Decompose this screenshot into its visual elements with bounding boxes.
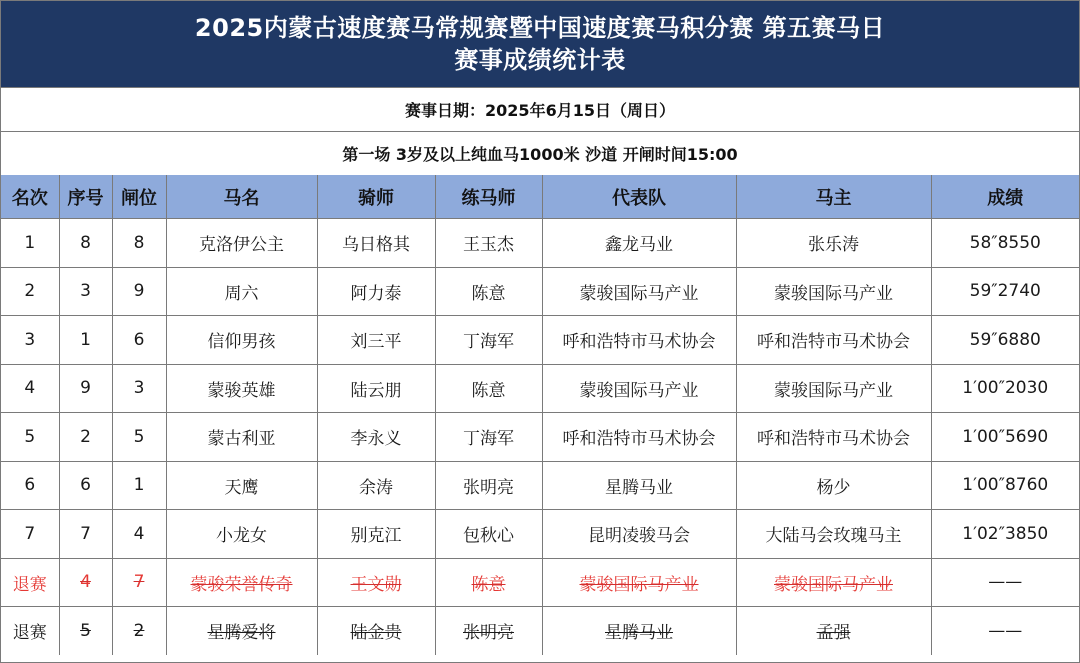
cell-time: 1′00″8760 [931,461,1079,510]
cell-jockey: 王文勋 [317,558,435,607]
cell-time: 1′02″3850 [931,510,1079,559]
col-header-gate: 闸位 [112,175,166,219]
cell-time: 1′00″2030 [931,364,1079,413]
cell-rank: 2 [1,267,59,316]
cell-trainer: 张明亮 [435,461,542,510]
table-row [1,364,1079,413]
col-header-owner: 马主 [736,175,931,219]
cell-gate: 7 [112,558,166,607]
cell-horse: 蒙骏荣誉传奇 [166,558,317,607]
cell-jockey: 乌日格其 [317,219,435,268]
cell-jockey: 刘三平 [317,316,435,365]
cell-gate: 3 [112,364,166,413]
cell-number: 9 [59,364,112,413]
cell-trainer: 丁海军 [435,316,542,365]
cell-trainer: 陈意 [435,267,542,316]
cell-rank: 1 [1,219,59,268]
cell-horse: 星腾爱将 [166,607,317,655]
table-header-row [1,175,1079,219]
results-table [1,175,1079,655]
cell-time: 1′00″5690 [931,413,1079,462]
cell-time: —— [931,607,1079,655]
cell-team: 昆明凌骏马会 [542,510,736,559]
col-header-jockey: 骑师 [317,175,435,219]
cell-owner: 呼和浩特市马术协会 [736,316,931,365]
race-date: 赛事日期：2025年6月15日（周日） [1,87,1079,131]
cell-jockey: 陆金贵 [317,607,435,655]
cell-team: 呼和浩特市马术协会 [542,316,736,365]
cell-owner: 张乐涛 [736,219,931,268]
cell-gate: 8 [112,219,166,268]
table-row-withdrawn [1,607,1079,655]
cell-trainer: 包秋心 [435,510,542,559]
cell-jockey: 阿力泰 [317,267,435,316]
cell-trainer: 陈意 [435,558,542,607]
cell-horse: 克洛伊公主 [166,219,317,268]
cell-jockey: 别克江 [317,510,435,559]
table-row-withdrawn [1,558,1079,607]
cell-owner: 杨少 [736,461,931,510]
cell-gate: 2 [112,607,166,655]
cell-gate: 1 [112,461,166,510]
cell-number: 7 [59,510,112,559]
table-row [1,267,1079,316]
cell-number: 3 [59,267,112,316]
cell-owner: 孟强 [736,607,931,655]
cell-owner: 呼和浩特市马术协会 [736,413,931,462]
cell-time: 59″6880 [931,316,1079,365]
cell-number: 2 [59,413,112,462]
cell-jockey: 李永义 [317,413,435,462]
cell-team: 星腾马业 [542,461,736,510]
cell-team: 星腾马业 [542,607,736,655]
cell-team: 呼和浩特市马术协会 [542,413,736,462]
cell-horse: 蒙骏英雄 [166,364,317,413]
race-info: 第一场 3岁及以上纯血马1000米 沙道 开闸时间15:00 [1,131,1079,175]
cell-rank: 4 [1,364,59,413]
cell-jockey: 陆云朋 [317,364,435,413]
cell-team: 蒙骏国际马产业 [542,558,736,607]
cell-gate: 5 [112,413,166,462]
table-row [1,219,1079,268]
cell-horse: 周六 [166,267,317,316]
cell-horse: 小龙女 [166,510,317,559]
cell-number: 6 [59,461,112,510]
cell-jockey: 余涛 [317,461,435,510]
cell-gate: 9 [112,267,166,316]
col-header-horse: 马名 [166,175,317,219]
table-row [1,510,1079,559]
cell-owner: 蒙骏国际马产业 [736,267,931,316]
col-header-time: 成绩 [931,175,1079,219]
cell-time: —— [931,558,1079,607]
col-header-trainer: 练马师 [435,175,542,219]
cell-horse: 蒙古利亚 [166,413,317,462]
cell-rank: 6 [1,461,59,510]
table-row [1,413,1079,462]
cell-gate: 6 [112,316,166,365]
cell-team: 蒙骏国际马产业 [542,364,736,413]
cell-number: 5 [59,607,112,655]
cell-number: 8 [59,219,112,268]
cell-rank: 退赛 [1,558,59,607]
cell-rank: 3 [1,316,59,365]
col-header-number: 序号 [59,175,112,219]
cell-time: 58″8550 [931,219,1079,268]
title-line-2: 赛事成绩统计表 [454,46,626,74]
table-row [1,461,1079,510]
title-bar [1,1,1079,87]
cell-owner: 大陆马会玫瑰马主 [736,510,931,559]
cell-number: 1 [59,316,112,365]
cell-rank: 退赛 [1,607,59,655]
table-row [1,316,1079,365]
cell-team: 蒙骏国际马产业 [542,267,736,316]
title-line-1: 2025内蒙古速度赛马常规赛暨中国速度赛马积分赛 第五赛马日 [194,14,886,42]
cell-team: 鑫龙马业 [542,219,736,268]
cell-time: 59″2740 [931,267,1079,316]
cell-trainer: 王玉杰 [435,219,542,268]
cell-trainer: 丁海军 [435,413,542,462]
cell-rank: 7 [1,510,59,559]
cell-trainer: 张明亮 [435,607,542,655]
cell-gate: 4 [112,510,166,559]
cell-owner: 蒙骏国际马产业 [736,364,931,413]
cell-rank: 5 [1,413,59,462]
col-header-team: 代表队 [542,175,736,219]
cell-trainer: 陈意 [435,364,542,413]
cell-horse: 信仰男孩 [166,316,317,365]
cell-number: 4 [59,558,112,607]
cell-owner: 蒙骏国际马产业 [736,558,931,607]
cell-horse: 天鹰 [166,461,317,510]
col-header-rank: 名次 [1,175,59,219]
